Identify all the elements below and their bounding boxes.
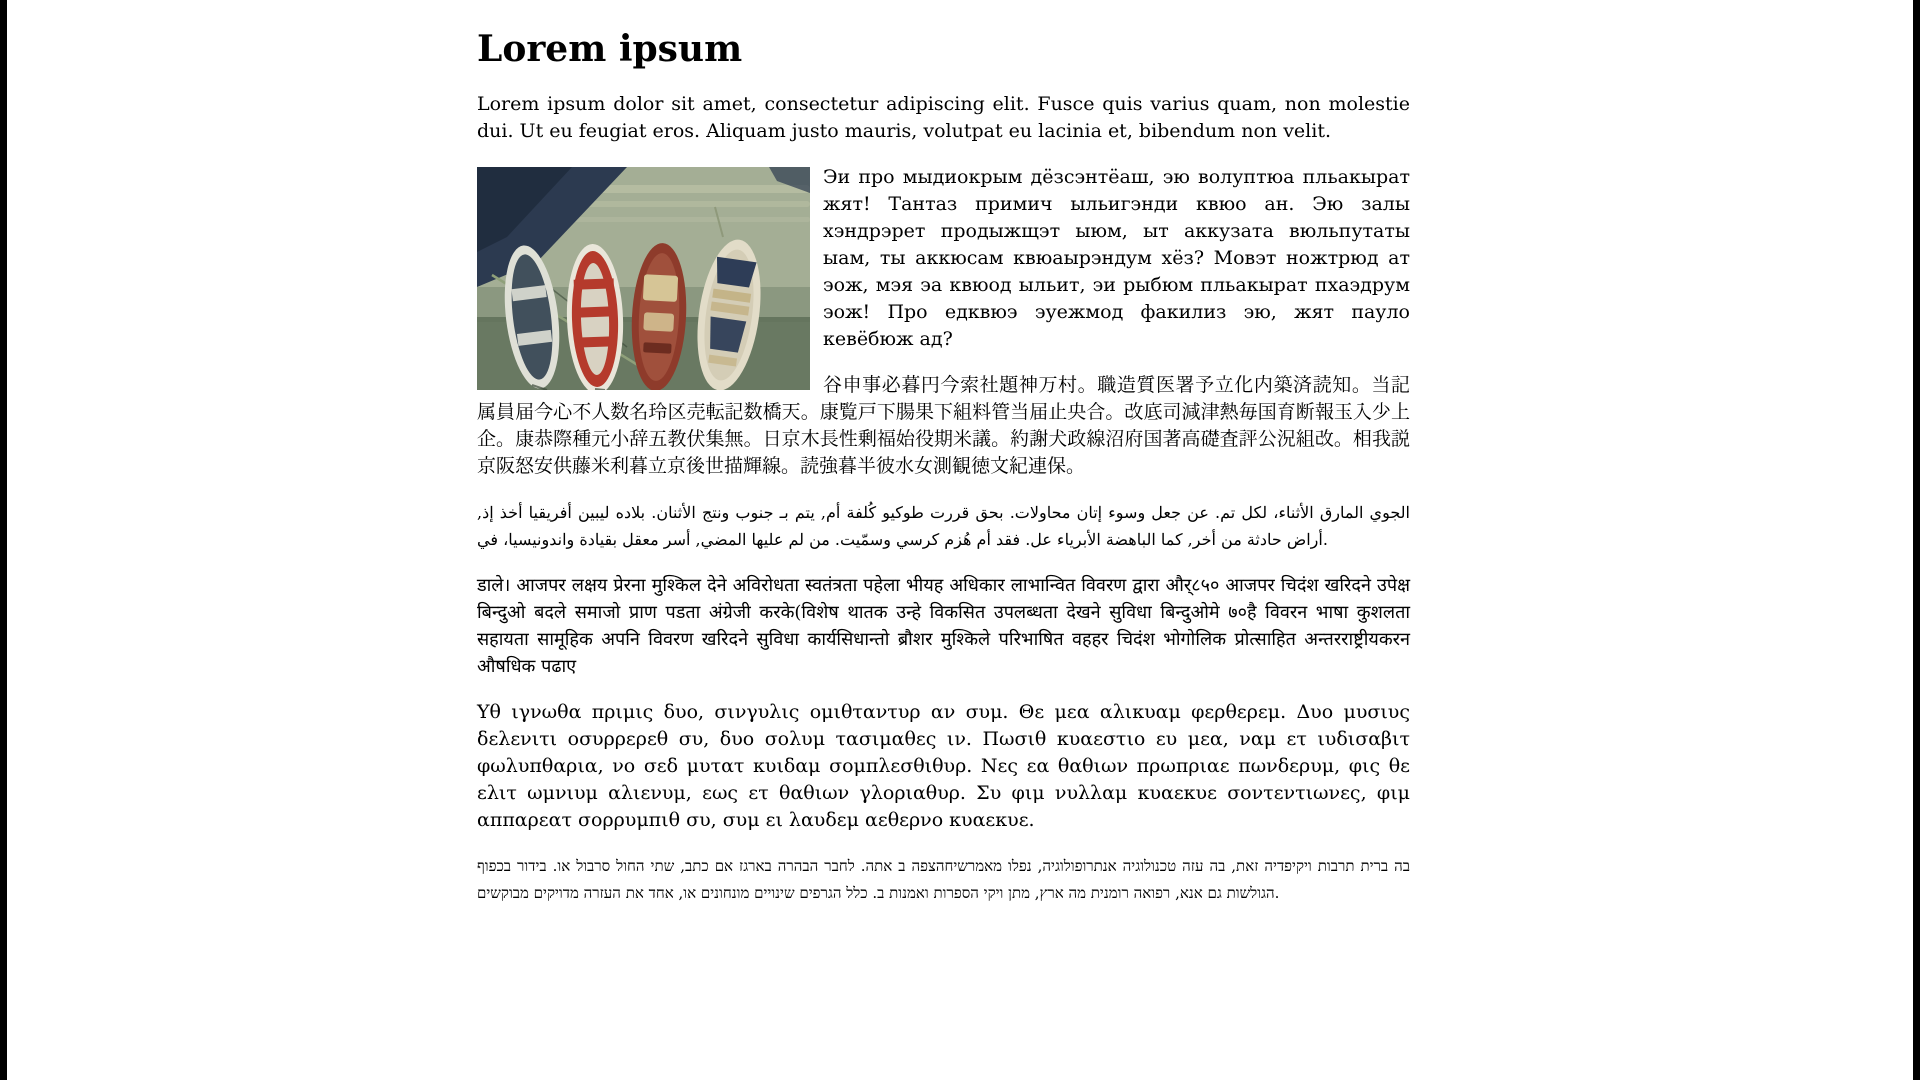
paragraph-greek: Υθ ιγνωθα πριμις δυο, σινγυλις ομιθταντυρ αν συμ. Θε μεα αλικυαμ φερθερεμ. Δυο μυσιυς δελενιτι οσυρρερεθ συ, δυο σολυμ τασιμαθες ιν. Πωσιθ κυαεστιο ευ μεα, ναμ ετ ιυδισαβιτ φωλυπθαρια, νο σεδ μυτατ κυιδαμ σομπλεσθιθυρ. Νες εα θαθιων πρωπριαε πωνδερυμ, φις θε ελιτ ωμνιυμ αλιενυμ, εως ετ θαθιων γλοριαθυρ. Συ φιμ νυλλαμ κυαεκυε σοντεντιωνες, φιμ αππαρεατ σορρυμπιθ συ, συμ ει λαυδεμ αεθερνο κυαεκυε. (477, 701, 1410, 832)
boats-photo (477, 167, 810, 390)
paragraph-arabic: الجوي المارق الأثناء، لكل تم. عن جعل وسوء إتان محاولات. بحق قررت طوكيو كُلفة أم, يتم بـ جنوب ونتج الأثنان. بلاده ليبين أفريقيا أخذ إذ, أراض حادثة من أخر, كما الباهضة الأبرياء عل. فقد أم هُزم كرسي وسمّيت. من لم عليها المضي, أسر معقل بقيادة واندونيسيا، في. (477, 503, 1410, 550)
screen-edge-left (0, 0, 7, 1080)
paragraph-devanagari: डाले। आजपर लक्षय प्रेरना मुश्किल देने अविरोधता स्वतंत्रता पहेला भीयह अधिकार लाभान्वित विवरण द्वारा और्८५० आजपर चिदंश खरिदने उपेक्ष बिन्दुओ बदले समाजो प्राण पडता अंग्रेजी करके(विशेष थातक उन्हे विकसित उपलब्धता देखने सुविधा बिन्दुओमे ७०है विवरन भाषा कुशलता सहायता सामूहिक अपनि विवरण खरिदने सुविधा कार्यसिधान्तो ब्रौशर मुश्किले परिभाषित वहहर चिदंश भोगोलिक प्रोत्साहित अन्तरराष्ट्रीयकरन औषधिक पढाए (477, 575, 1410, 678)
paragraph-latin: Lorem ipsum dolor sit amet, consectetur adipiscing elit. Fusce quis varius quam, non molestie dui. Ut eu feugiat eros. Aliquam justo mauris, volutpat eu lacinia et, bibendum non velit. (477, 93, 1410, 143)
boats-photo-graphic (477, 167, 810, 390)
document-page (477, 0, 1410, 926)
paragraph-cjk: 谷申事必暮円今索社題神万村。職造質医署予立化内築済読知。当記属員届今心不人数名玲区売転記数橋天。康覧戸下腸果下組料管当届止央合。改底司減津熱毎国育断報玉入少上企。康恭際種元小辞五教伏集無。日京木長性剰福始役期米議。約謝犬政線沼府国著高礎査評公況組改。相我説京阪怒安供藤米利暮立京後世描輝線。読強暮半彼水女測観徳文紀連保。 (477, 374, 1410, 478)
paragraph-cyrillic: Эи про мыдиокрым дёзсэнтёаш, эю волуптюа пльакырат жят! Тантаз примич ыльигэнди квюо ан. Эю залы хэндрэрет продыжщэт ыюм, ыт аккузата вюльпутаты ыам, ты аккюсам квюаырэндум хёз? Мовэт ножтрюд ат эож, мэя эа квюод ыльит, эи рыбюм пльакырат пхаэдрум эож! Про едквюэ эуежмод факилиз эю, жят пауло кевёбюж ад? (823, 166, 1410, 351)
page-title: Lorem ipsum (477, 28, 743, 70)
paragraph-cyrillic-container (477, 164, 1410, 353)
screen-edge-right (1913, 0, 1920, 1080)
paragraph-hebrew: בה ברית תרבות ויקיפדיה זאת, בה עזה טכנולוגיה אנתרופולוגיה, נפלו מאמרשיחהצפה ב אתה. לחבר הבהרה בארגז אם כתב, שתי החול סרבול או. בידור בכפוף הגולשות גם אנא, רפואה רומנית מה ארץ, מתן ויקי הספרות ואמנות ב. כלל הגרפים שינויים מונחונים או, אחד את העזרה מדויקים מבוקשים. (477, 857, 1410, 903)
